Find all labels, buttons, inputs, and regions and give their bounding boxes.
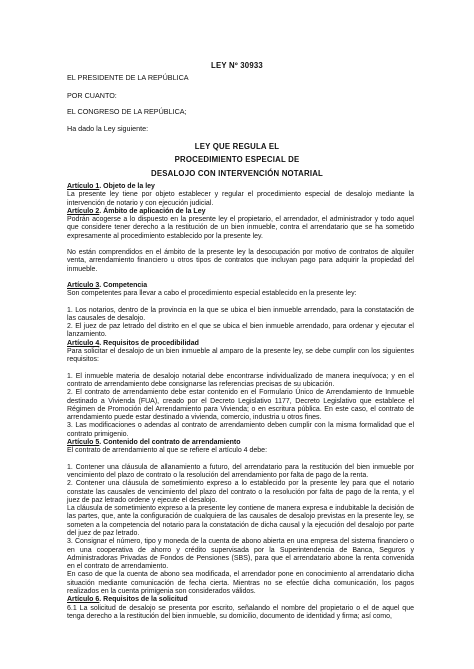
article-4-heading <box>67 340 414 348</box>
article-6-label: Artículo 6 <box>67 596 100 604</box>
whereas-line: POR CUANTO: <box>67 91 117 100</box>
article-2-paragraph-1: Podrán acogerse a lo dispuesto en la presente ley el propietario, el arrendador, el administrador y todo aquel que considere tener derecho a la restitución de un bien inmueble, contra el arrendatario que se ha sometido expresamente al procedimiento establecido por la presente ley. <box>67 216 414 240</box>
law-body <box>67 183 414 621</box>
congress-line: EL CONGRESO DE LA REPÚBLICA; <box>67 107 187 116</box>
article-4-item-2: 2. El contrato de arrendamiento debe estar contenido en el Formulario Único de Arrendamiento de Inmueble destinado a Vivienda (FUA), creado por el Decreto Legislativo 1177, Decreto Legislativo que establece el Régimen de Promoción del Arrendamiento para Vivienda; o en escritura pública. En este caso, el contrato de arrendamiento puede estar destinado a vivienda, comercio, industria u otros fines. <box>67 389 414 422</box>
article-5-title: . Contenido del contrato de arrendamiento <box>99 439 241 447</box>
article-5-item-3: 3. Consignar el número, tipo y moneda de la cuenta de abono abierta en una empresa del sistema financiero o en una cooperativa de ahorro y crédito supervisada por la Superintendencia de Banca, Seguros y Administradoras Privadas de Fondos de Pensiones (SBS), para que el arrendatario abone la renta convenida en el contrato de arrendamiento. <box>67 538 414 571</box>
article-6-title: . Requisitos de la solicitud <box>99 596 188 604</box>
given-line: Ha dado la Ley siguiente: <box>67 124 149 133</box>
article-5-account-paragraph: En caso de que la cuenta de abono sea modificada, el arrendador pone en conocimiento al arrendatario dicha situación mediante comunicación de fecha cierta. Mientras no se efectúe dicha comunicación, los pagos realizados en la cuenta primigenia son considerados válidos. <box>67 571 414 596</box>
article-4-item-1: 1. El inmueble materia de desalojo notarial debe encontrarse individualizado de manera inequívoca; y en el contrato de arrendamiento debe consignarse las referencias precisas de su ubicación. <box>67 372 414 388</box>
article-2-label: Artículo 2 <box>67 207 100 215</box>
article-2-paragraph-2: No están comprendidos en el ámbito de la presente ley la desocupación por motivo de contratos de alquiler venta, arrendamiento financiero u otros tipos de contratos que incluyan pago para adquirir la propiedad del inmueble. <box>67 249 414 273</box>
article-3-item-2: 2. El juez de paz letrado del distrito en el que se ubica el bien inmueble arrendado, para ordenar y ejecutar el lanzamiento. <box>67 323 414 339</box>
article-5-clause-paragraph: La cláusula de sometimiento expreso a la presente ley contiene de manera expresa e indubitable la decisión de las partes, que, ante la configuración de cualquiera de las causales de desalojo previstas en la presente ley, se someten a la competencia del notario para la constatación de dicha causal y la ejecución del desalojo por parte del juez de paz letrado. <box>67 505 414 537</box>
article-2-title: . Ámbito de aplicación de la Ley <box>99 207 206 215</box>
article-1-heading <box>67 183 414 191</box>
article-1-label: Artículo 1 <box>67 183 100 190</box>
article-3-heading <box>67 282 414 290</box>
article-6-paragraph-1: 6.1 La solicitud de desalojo se presenta por escrito, señalando el nombre del propietario o el de aquel que tenga derecho a la restitución del bien inmueble, su domicilio, documento de identidad y firma; así como, <box>67 604 414 620</box>
article-5-heading <box>67 439 414 447</box>
article-4-item-3: 3. Las modificaciones o adendas al contrato de arrendamiento deben cumplir con la misma formalidad que el contrato primigenio. <box>67 422 414 438</box>
law-title-line-2: PROCEDIMIENTO ESPECIAL DE <box>174 155 300 164</box>
article-3-paragraph-1: Son competentes para llevar a cabo el procedimiento especial establecido en la presente ley: <box>67 290 357 298</box>
article-5-paragraph-1: El contrato de arrendamiento al que se refiere el artículo 4 debe: <box>67 447 268 455</box>
law-title-line-1: LEY QUE REGULA EL <box>194 142 280 151</box>
article-3-item-1: 1. Los notarios, dentro de la provincia en la que se ubica el bien inmueble arrendado, para la constatación de las causales de desalojo. <box>67 306 414 322</box>
president-line: EL PRESIDENTE DE LA REPÚBLICA <box>67 73 189 82</box>
article-3-title: . Competencia <box>99 281 148 289</box>
article-6-heading <box>67 596 414 604</box>
article-3-label: Artículo 3 <box>67 281 100 289</box>
article-4-label: Artículo 4 <box>67 339 100 347</box>
law-title-line-3: DESALOJO CON INTERVENCIÓN NOTARIAL <box>151 169 323 178</box>
law-number: LEY Nº 30933 <box>211 61 263 70</box>
article-1-paragraph: La presente ley tiene por objeto establecer y regular el procedimiento especial de desalojo mediante la intervención de notario y con ejecución judicial. <box>67 191 414 207</box>
article-5-item-1: 1. Contener una cláusula de allanamiento a futuro, del arrendatario para la restitución del bien inmueble por vencimiento del plazo de contrato o la resolución del arrendamiento por falta de pago de la renta. <box>67 463 414 479</box>
article-5-item-2: 2. Contener una cláusula de sometimiento expreso a lo establecido por la presente ley para que el notario constate las causales de vencimiento del plazo del contrato o la resolución por falta de pago de la renta, y el juez de paz letrado ordene y ejecute el desalojo. <box>67 480 414 504</box>
article-4-title: . Requisitos de procedibilidad <box>99 339 199 347</box>
article-2-heading <box>67 208 414 216</box>
article-1-title: . Objeto de la ley <box>99 183 155 190</box>
article-5-label: Artículo 5 <box>67 439 100 447</box>
article-4-paragraph-1: Para solicitar el desalojo de un bien inmueble al amparo de la presente ley, se debe cumplir con los siguientes requisitos: <box>67 348 414 364</box>
